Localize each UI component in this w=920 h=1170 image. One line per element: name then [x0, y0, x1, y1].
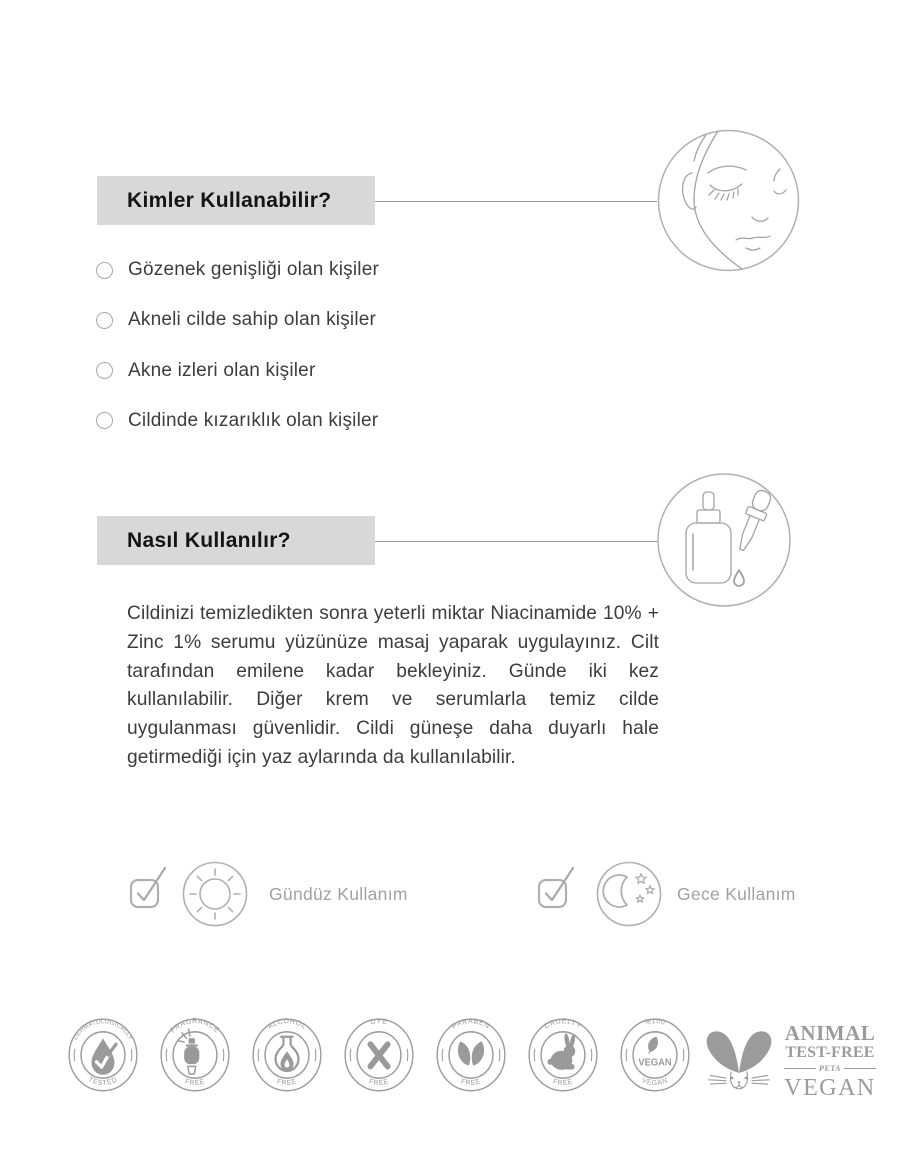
svg-text:%100 [644, 1018, 666, 1027]
serum-dropper-icon [656, 472, 792, 608]
connector-line [375, 541, 657, 542]
badge-bottom-text: FREE [368, 1078, 390, 1088]
list-item-label: Akne izleri olan kişiler [128, 359, 316, 381]
peta-bunny-heart-icon [700, 1022, 778, 1102]
section-header-how [97, 516, 375, 565]
face-icon [656, 129, 801, 274]
badge-bottom-text: FREE [460, 1078, 482, 1088]
badge-bottom-text: TESTED [87, 1076, 119, 1088]
svg-text:CRUELTY [543, 1018, 582, 1031]
day-checkbox [129, 864, 169, 910]
flask-flame-icon [275, 1037, 298, 1071]
badge-dermatologically-tested [67, 1017, 139, 1093]
x-mark-icon [370, 1044, 387, 1066]
badge-100-vegan [619, 1017, 691, 1093]
leaf-icon [648, 1037, 658, 1054]
moon-stars-icon [596, 861, 662, 927]
svg-text:PARABEN [451, 1018, 491, 1031]
badge-dye-free [343, 1017, 415, 1093]
badge-top-text: FRAGRANCE [169, 1018, 221, 1035]
section-title-who: Kimler Kullanabilir? [127, 188, 332, 212]
list-item-label: Cildinde kızarıklık olan kişiler [128, 409, 379, 431]
rabbit-icon [548, 1033, 577, 1070]
circle-bullet-icon [96, 412, 113, 429]
badge-alcohol-free [251, 1017, 323, 1093]
svg-text:DERMATOLOGICALLY [72, 1018, 134, 1041]
svg-text:DYE [370, 1018, 388, 1026]
list-item-label: Akneli cilde sahip olan kişiler [128, 309, 377, 331]
badge-bottom-text: FREE [276, 1078, 298, 1088]
circle-bullet-icon [96, 362, 113, 379]
certification-badges [67, 1017, 691, 1093]
svg-text:FREE [460, 1078, 482, 1087]
list-item [96, 354, 379, 388]
peta-line-vegan: VEGAN [784, 1075, 876, 1101]
list-item [96, 253, 379, 287]
badge-center-text: VEGAN [638, 1057, 672, 1069]
badge-bottom-text: FREE [184, 1078, 206, 1088]
badge-top-text: DERMATOLOGICALLY [72, 1018, 134, 1042]
who-can-use-list [96, 253, 379, 438]
svg-text:FREE [552, 1078, 574, 1087]
badge-top-text: DYE [370, 1018, 388, 1027]
badge-paraben-free [435, 1017, 507, 1093]
list-item-label: Gözenek genişliği olan kişiler [128, 259, 380, 280]
badge-top-text: %100 [643, 1018, 667, 1027]
day-usage-label: Gündüz Kullanım [269, 884, 408, 904]
leaves-icon [458, 1041, 484, 1065]
peta-text-block [784, 1022, 876, 1101]
sun-icon [182, 861, 248, 927]
svg-text:FREE [276, 1078, 298, 1087]
list-item [96, 303, 379, 337]
peta-line-animal: ANIMAL [784, 1021, 876, 1045]
peta-vegan-logo [700, 1022, 876, 1102]
water-drop-check-icon [91, 1038, 115, 1074]
connector-line [375, 201, 657, 202]
badge-top-text: ALCOHOL [266, 1018, 308, 1031]
badge-top-text: CRUELTY [543, 1018, 583, 1031]
section-header-who [97, 176, 375, 225]
svg-text:FREE [184, 1078, 206, 1087]
svg-text:FREE [368, 1078, 390, 1087]
peta-line-test-free: TEST-FREE [785, 1044, 875, 1061]
badge-bottom-text: FREE [552, 1078, 574, 1088]
night-checkbox [537, 864, 577, 910]
circle-bullet-icon [96, 262, 113, 279]
peta-divider [784, 1064, 876, 1073]
badge-fragrance-free [159, 1017, 231, 1093]
badge-top-text: PARABEN [451, 1018, 491, 1031]
badge-cruelty-free [527, 1017, 599, 1093]
badge-bottom-text: VEGAN [640, 1076, 670, 1088]
peta-brand: PETA [819, 1064, 842, 1073]
list-item [96, 404, 379, 438]
night-usage-label: Gece Kullanım [677, 884, 796, 904]
section-title-how: Nasıl Kullanılır? [127, 528, 291, 552]
svg-text:ALCOHOL [267, 1018, 307, 1031]
howto-paragraph: Cildinizi temizledikten sonra yeterli miktar Niacinamide 10% + Zinc 1% serumu yüzünüze masaj yaparak uygulayınız. Cilt tarafından emilene kadar bekleyiniz. Günde iki kez kullanılabilir. Diğer krem ve serumlarla temiz cilde uygulanması güvenlidir. Cildi güneşe daha duyarlı hale getirmediği için yaz aylarında da kullanılabilir. [127, 603, 659, 768]
perfume-spray-icon [178, 1029, 200, 1074]
circle-bullet-icon [96, 312, 113, 329]
